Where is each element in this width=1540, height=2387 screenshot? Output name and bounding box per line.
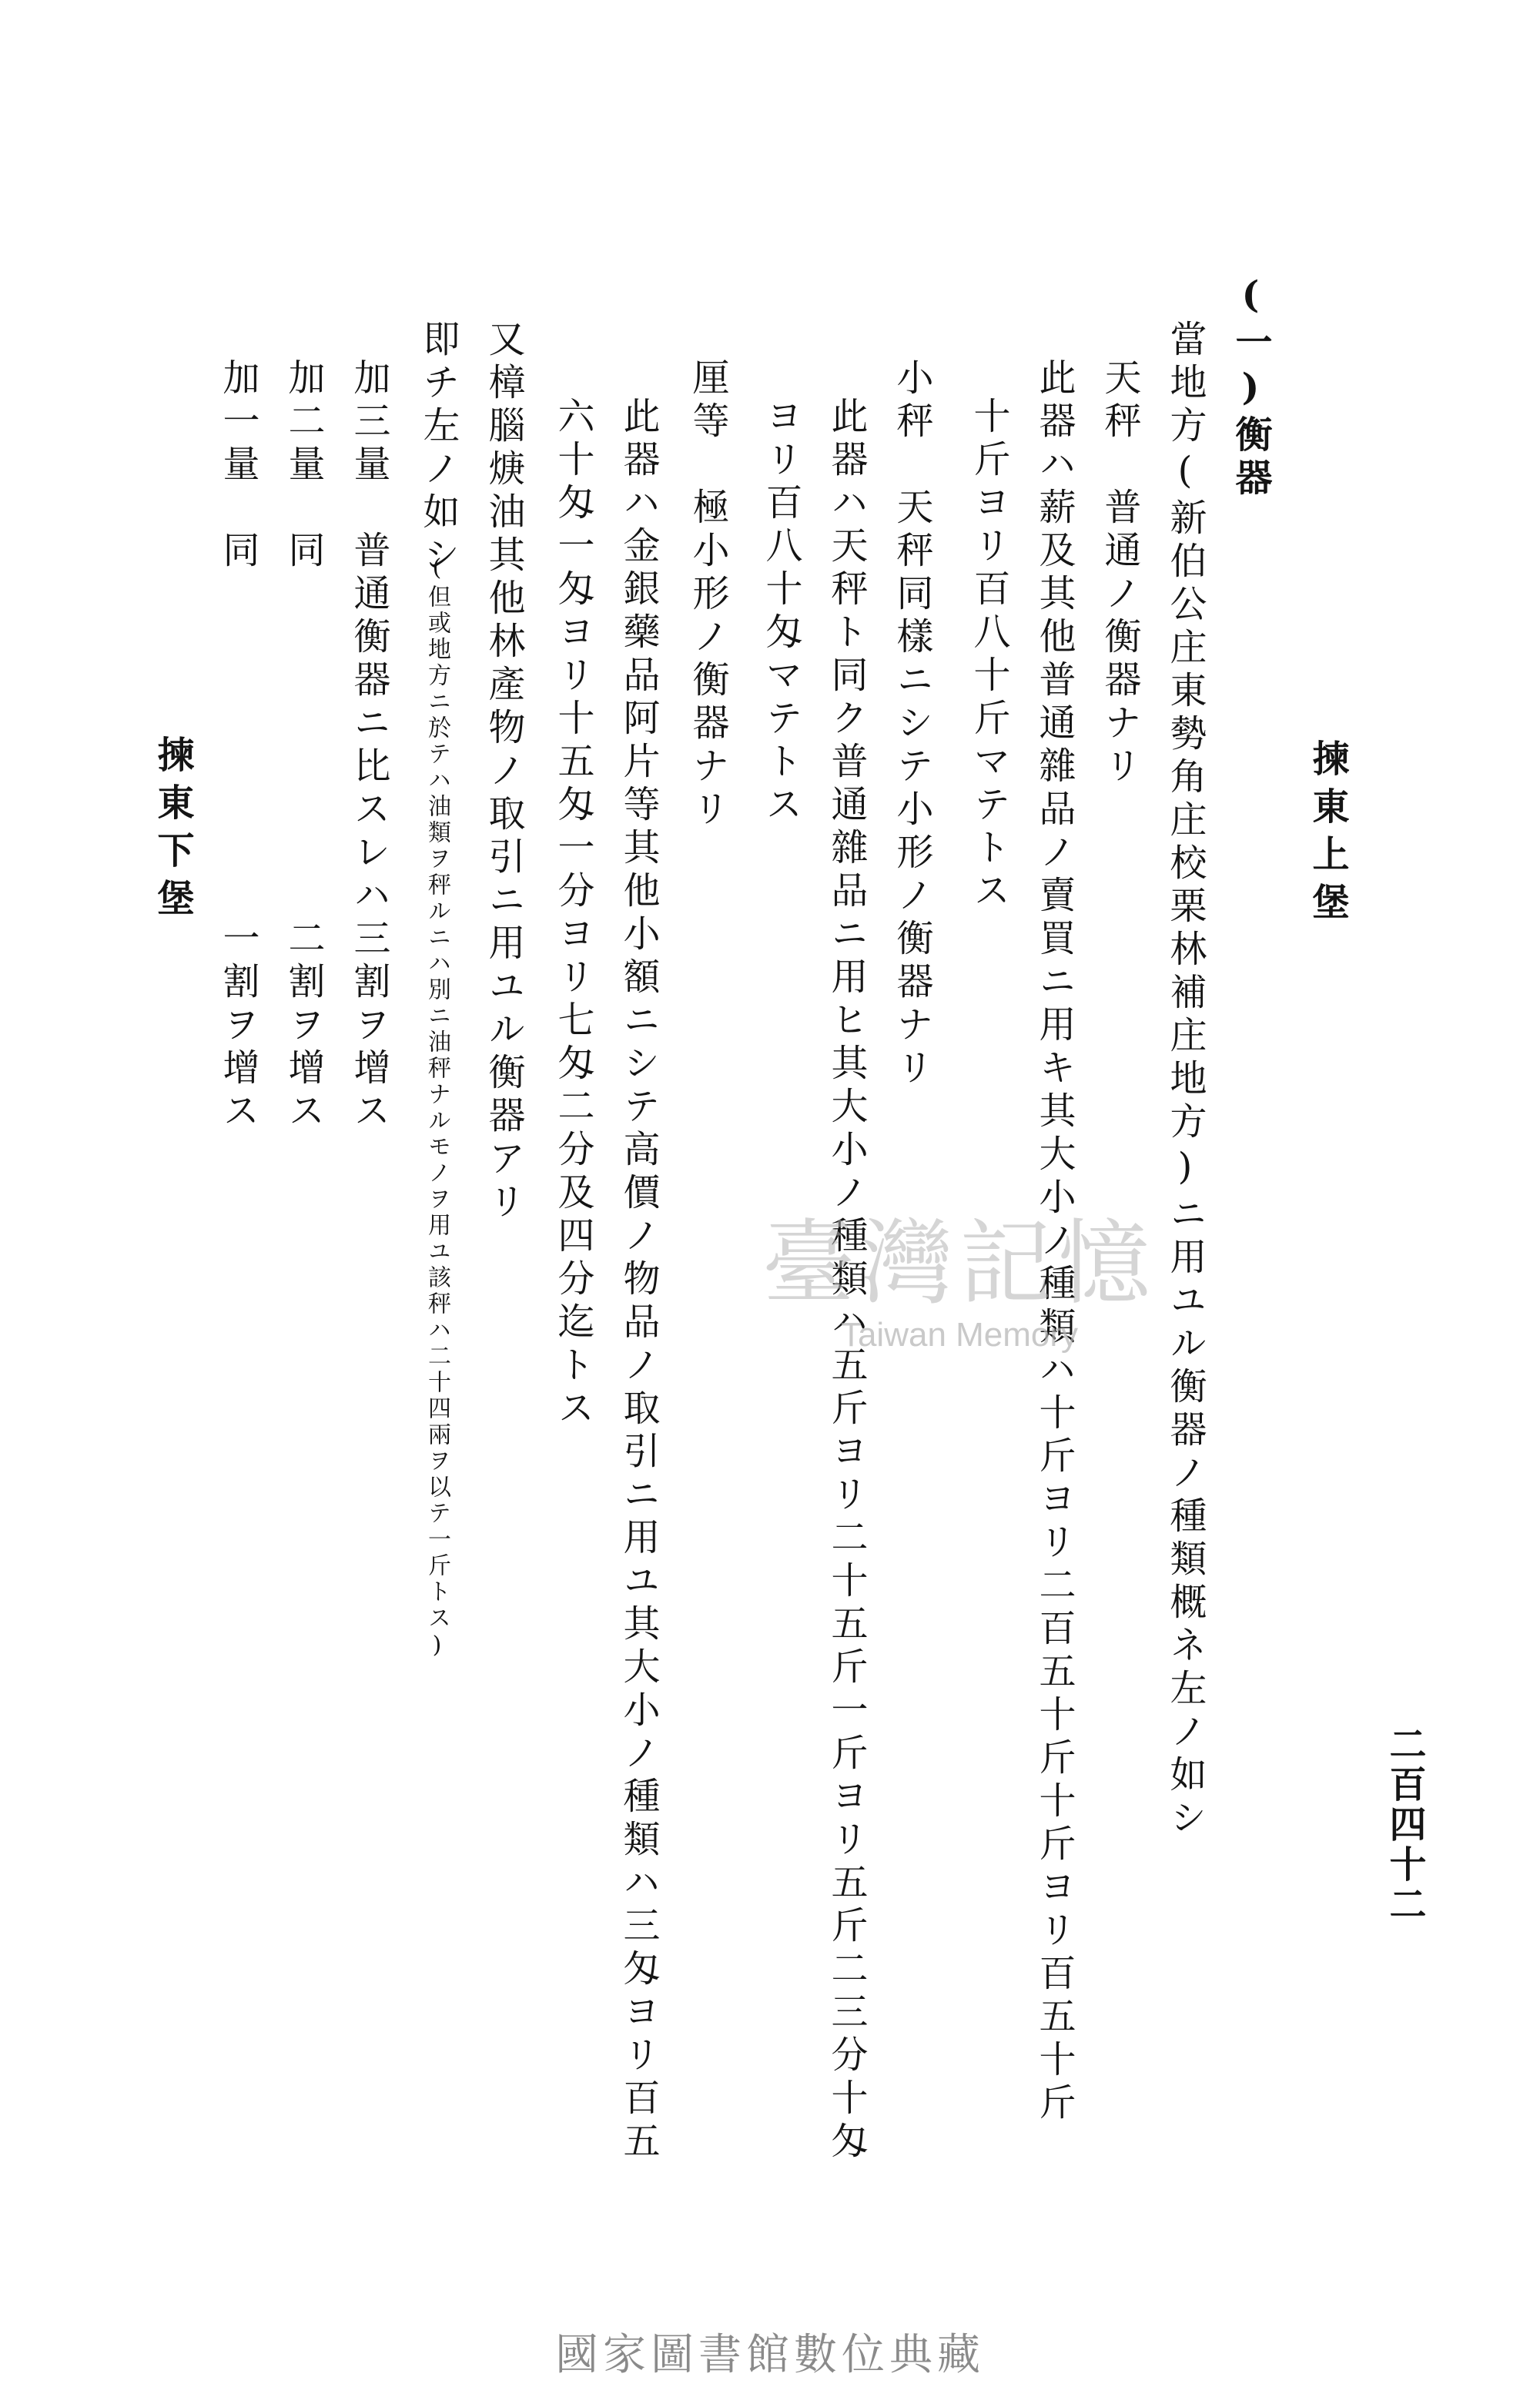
body-line-14: 加二量 同 二割ヲ增ス [282, 358, 325, 1134]
body-line-15: 加一量 同 一割ヲ增ス [216, 358, 259, 1134]
body-line-13: 加三量 普通衡器ニ比スレハ三割ヲ增ス [347, 358, 390, 1134]
footer-caption: 國家圖書館數位典藏 [555, 2330, 985, 2380]
body-line-9: 此器ハ金銀藥品阿片等其他小額ニシテ高價ノ物品ノ取引ニ用ユ其大小ノ種類ハ三匁ヨリ百五 [617, 397, 660, 2164]
watermark [762, 1190, 1157, 1354]
running-header-upper: 揀東上堡 [1306, 739, 1349, 930]
body-line-6: 此器ハ天秤ト同ク普通雜品ニ用ヒ其大小ノ種類ハ五斤ヨリ二十五斤一斤ヨリ五斤二三分十匁 [825, 397, 868, 2164]
body-line-8: 厘等 極小形ノ衡器ナリ [686, 358, 729, 832]
body-line-3: 此器ハ薪及其他普通雜品ノ賣買ニ用キ其大小ノ種類ハ十斤ヨリ二百五十斤十斤ヨリ百五十斤 [1033, 358, 1076, 2126]
watermark-sub: Taiwan Memory [840, 1316, 1079, 1354]
body-line-7: ヨリ百八十匁マテトス [759, 397, 802, 828]
body-line-2: 天秤 普通ノ衡器ナリ [1098, 358, 1141, 789]
body-line-11: 又樟腦焿油其他林產物ノ取引ニ用ユル衡器アリ [482, 320, 525, 1225]
section-heading: (一)衡器 [1229, 273, 1272, 501]
body-line-1: 當地方(新伯公庄東勢角庄校栗林補庄地方)ニ用ユル衡器ノ種類概ネ左ノ如シ [1163, 320, 1207, 1841]
watermark-main: 臺灣記憶 [762, 1210, 1157, 1317]
running-header-lower: 揀東下堡 [151, 735, 194, 926]
page-number: 二百四十二 [1383, 1725, 1426, 1925]
body-line-12: 即チ左ノ如シ [417, 320, 460, 578]
body-line-12-note: (但或地方ニ於テハ油類ヲ秤ルニハ別ニ油秤ナルモノヲ用ユ該秤ハ二十四兩ヲ以テ一斤トス) [424, 554, 450, 1662]
body-line-4: 十斤ヨリ百八十斤マテトス [967, 397, 1010, 914]
body-line-5: 小秤 天秤同樣ニシテ小形ノ衡器ナリ [890, 358, 933, 1091]
body-line-10: 六十匁一匁ヨリ十五匁一分ヨリ七匁二分及四分迄トス [551, 397, 594, 1431]
